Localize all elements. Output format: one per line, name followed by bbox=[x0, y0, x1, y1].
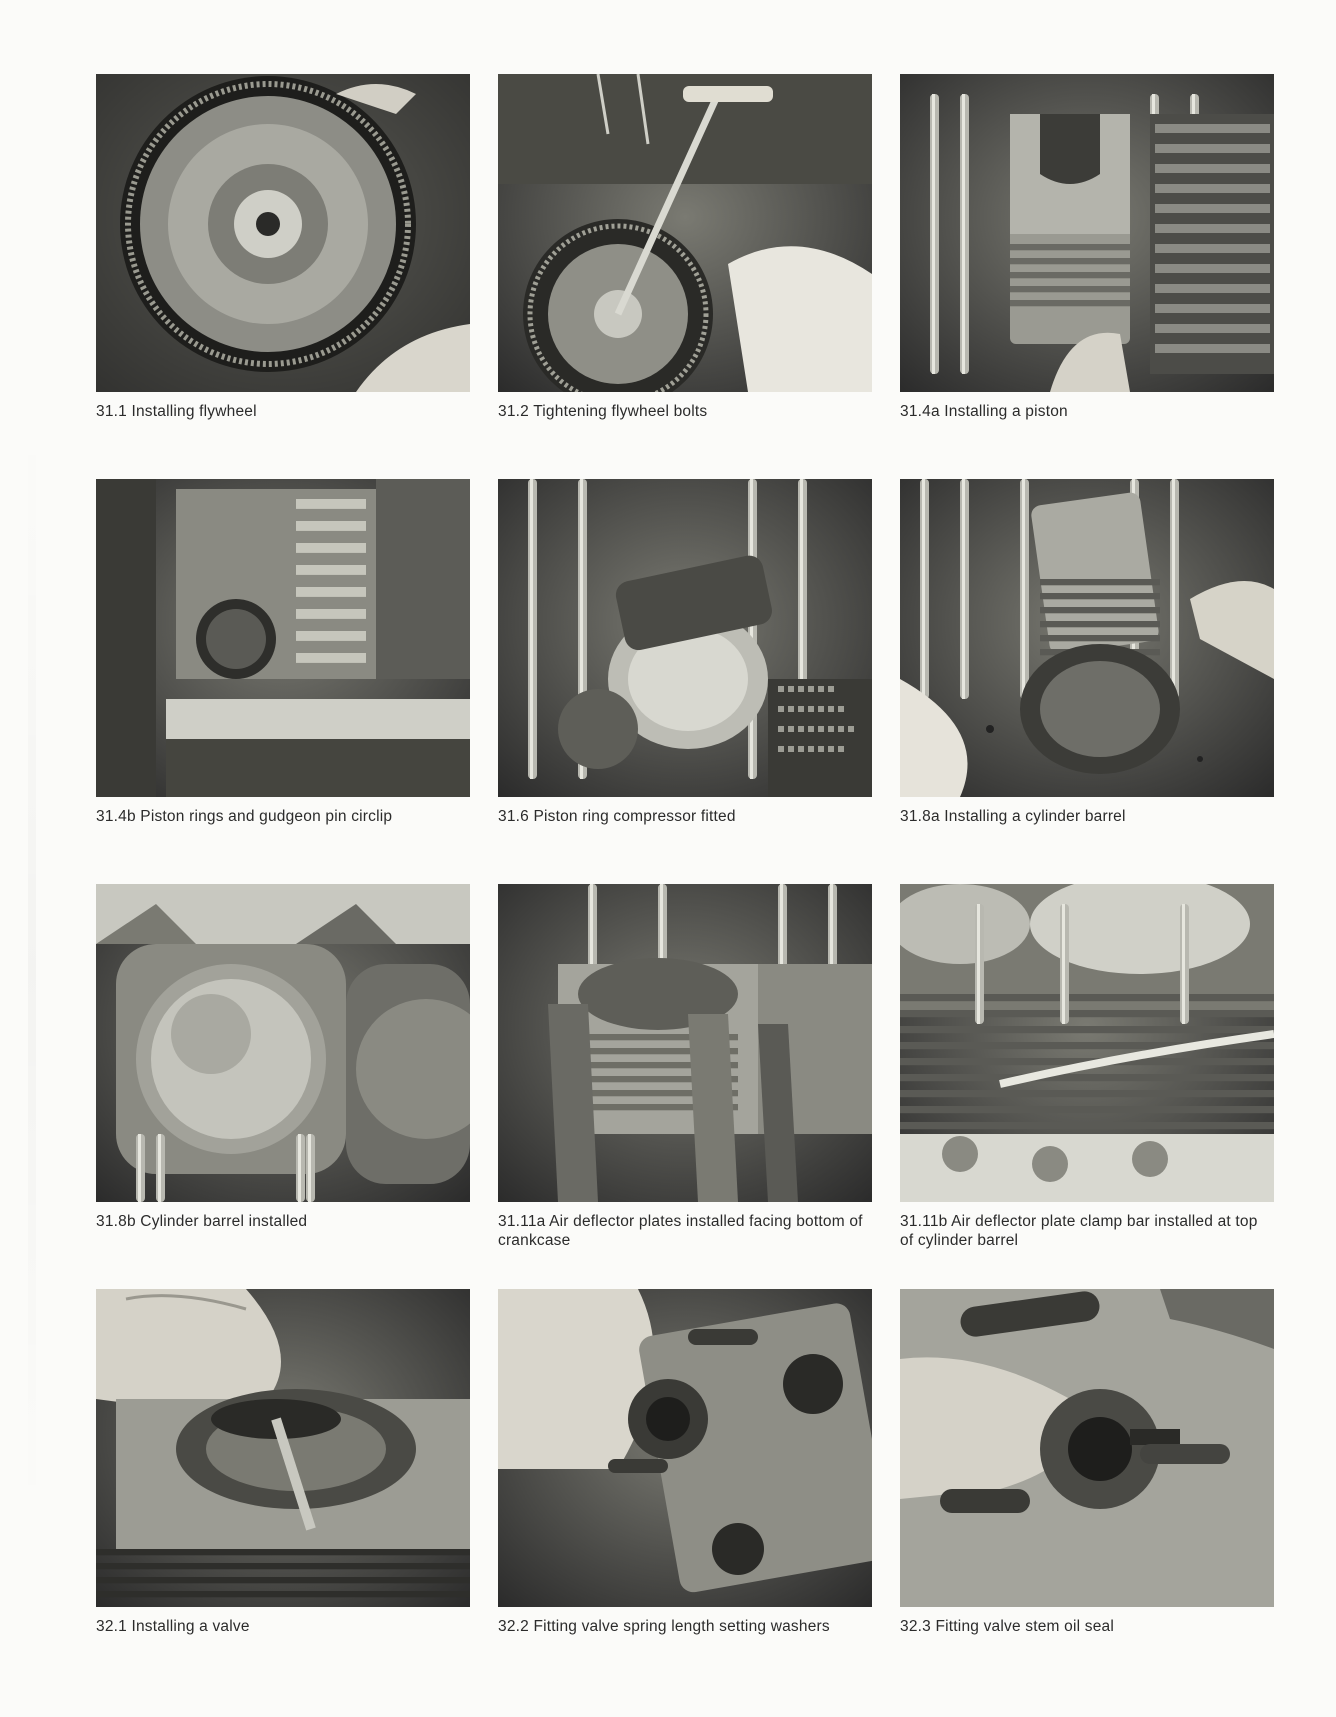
figure-caption: 31.4b Piston rings and gudgeon pin circlip bbox=[96, 808, 393, 825]
photo bbox=[96, 74, 470, 392]
washers-photo bbox=[498, 1289, 872, 1607]
air-deflector-photo bbox=[498, 884, 872, 1202]
figure bbox=[96, 74, 470, 479]
photo bbox=[498, 884, 872, 1202]
photo bbox=[498, 74, 872, 392]
torque-wrench-photo bbox=[498, 74, 872, 392]
scan-margin-shadow bbox=[28, 420, 36, 1520]
photo bbox=[900, 884, 1274, 1202]
piston-rings-photo bbox=[96, 479, 470, 797]
flywheel-photo bbox=[96, 74, 470, 392]
figure-caption: 31.11a Air deflector plates installed facing bottom of crankcase bbox=[498, 1213, 863, 1249]
clamp-bar-photo bbox=[900, 884, 1274, 1202]
figure bbox=[498, 479, 872, 884]
figure-caption: 31.1 Installing flywheel bbox=[96, 403, 257, 420]
photo-grid bbox=[96, 74, 1274, 1694]
cylinder-barrel-photo bbox=[900, 479, 1274, 797]
figure-caption: 32.1 Installing a valve bbox=[96, 1618, 250, 1635]
figure bbox=[498, 884, 872, 1289]
photo bbox=[96, 884, 470, 1202]
photo bbox=[498, 1289, 872, 1607]
figure-caption: 31.4a Installing a piston bbox=[900, 403, 1068, 420]
photo bbox=[96, 479, 470, 797]
figure bbox=[900, 479, 1274, 884]
photo bbox=[96, 1289, 470, 1607]
figure-caption: 31.8b Cylinder barrel installed bbox=[96, 1213, 308, 1230]
barrel-installed-photo bbox=[96, 884, 470, 1202]
figure bbox=[498, 74, 872, 479]
photo bbox=[900, 479, 1274, 797]
figure bbox=[96, 1289, 470, 1694]
figure-caption: 32.3 Fitting valve stem oil seal bbox=[900, 1618, 1115, 1635]
piston-photo bbox=[900, 74, 1274, 392]
photo bbox=[900, 74, 1274, 392]
ring-compressor-photo bbox=[498, 479, 872, 797]
photo bbox=[900, 1289, 1274, 1607]
figure bbox=[96, 884, 470, 1289]
figure-caption: 31.8a Installing a cylinder barrel bbox=[900, 808, 1126, 825]
photo bbox=[498, 479, 872, 797]
figure bbox=[900, 74, 1274, 479]
figure bbox=[498, 1289, 872, 1694]
figure bbox=[900, 884, 1274, 1289]
valve-photo bbox=[96, 1289, 470, 1607]
figure-caption: 31.6 Piston ring compressor fitted bbox=[498, 808, 736, 825]
figure-caption: 31.2 Tightening flywheel bolts bbox=[498, 403, 708, 420]
figure bbox=[96, 479, 470, 884]
figure-caption: 31.11b Air deflector plate clamp bar installed at top of cylinder barrel bbox=[900, 1213, 1258, 1249]
figure-caption: 32.2 Fitting valve spring length setting washers bbox=[498, 1618, 830, 1635]
oil-seal-photo bbox=[900, 1289, 1274, 1607]
figure bbox=[900, 1289, 1274, 1694]
